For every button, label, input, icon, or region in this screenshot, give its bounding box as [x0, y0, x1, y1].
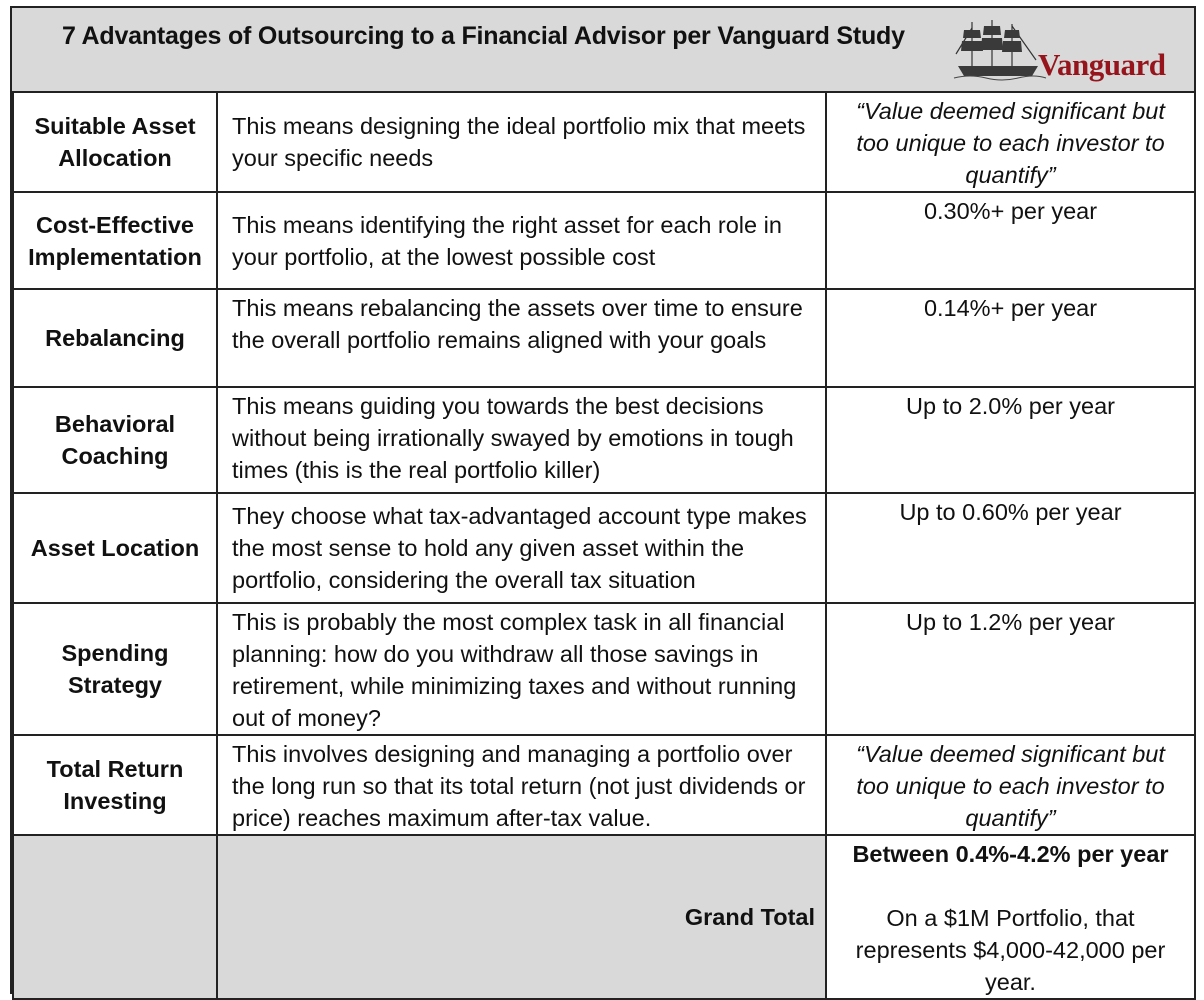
row-value: Up to 0.60% per year	[826, 493, 1195, 603]
row-value: “Value deemed significant but too unique to each investor to quantify”	[826, 735, 1195, 835]
row-description: This is probably the most complex task in all financial planning: how do you withdraw all those savings in retirement, while minimizing taxes and without running out of money?	[217, 603, 826, 735]
grand-total-range: Between 0.4%-4.2% per year	[852, 841, 1169, 867]
row-description: This means identifying the right asset for each role in your portfolio, at the lowest possible cost	[217, 192, 826, 289]
advantages-table	[12, 91, 1196, 1000]
row-label: Cost-Effective Implementation	[13, 192, 217, 289]
vanguard-logo-text: Vanguard	[1038, 47, 1166, 82]
header-bar	[12, 8, 1194, 93]
row-label: Total Return Investing	[13, 735, 217, 835]
row-label: Behavioral Coaching	[13, 387, 217, 493]
table-row	[13, 493, 1195, 603]
grand-total-empty-cell	[13, 835, 217, 999]
page-title: 7 Advantages of Outsourcing to a Financial Advisor per Vanguard Study	[62, 22, 905, 50]
row-label: Rebalancing	[13, 289, 217, 387]
table-row	[13, 387, 1195, 493]
grand-total-note: On a $1M Portfolio, that represents $4,000-42,000 per year.	[855, 905, 1166, 995]
sailing-ship-icon	[950, 16, 1050, 86]
table-row	[13, 192, 1195, 289]
table-row	[13, 735, 1195, 835]
row-label: Spending Strategy	[13, 603, 217, 735]
row-description: This means guiding you towards the best decisions without being irrationally swayed by emotions in tough times (this is the real portfolio killer)	[217, 387, 826, 493]
row-value: “Value deemed significant but too unique to each investor to quantify”	[826, 92, 1195, 192]
row-description: This involves designing and managing a portfolio over the long run so that its total return (not just dividends or price) reaches maximum after-tax value.	[217, 735, 826, 835]
row-description: They choose what tax-advantaged account type makes the most sense to hold any given asset within the portfolio, considering the overall tax situation	[217, 493, 826, 603]
grand-total-label: Grand Total	[217, 835, 826, 999]
row-value: Up to 2.0% per year	[826, 387, 1195, 493]
table-row	[13, 92, 1195, 192]
grand-total-value	[826, 835, 1195, 999]
row-value: 0.14%+ per year	[826, 289, 1195, 387]
table-row	[13, 603, 1195, 735]
advantages-document	[10, 6, 1196, 994]
row-label: Suitable Asset Allocation	[13, 92, 217, 192]
row-description: This means rebalancing the assets over time to ensure the overall portfolio remains aligned with your goals	[217, 289, 826, 387]
grand-total-row	[13, 835, 1195, 999]
vanguard-logo	[950, 16, 1178, 86]
row-value: 0.30%+ per year	[826, 192, 1195, 289]
row-value: Up to 1.2% per year	[826, 603, 1195, 735]
table-row	[13, 289, 1195, 387]
row-description: This means designing the ideal portfolio mix that meets your specific needs	[217, 92, 826, 192]
row-label: Asset Location	[13, 493, 217, 603]
